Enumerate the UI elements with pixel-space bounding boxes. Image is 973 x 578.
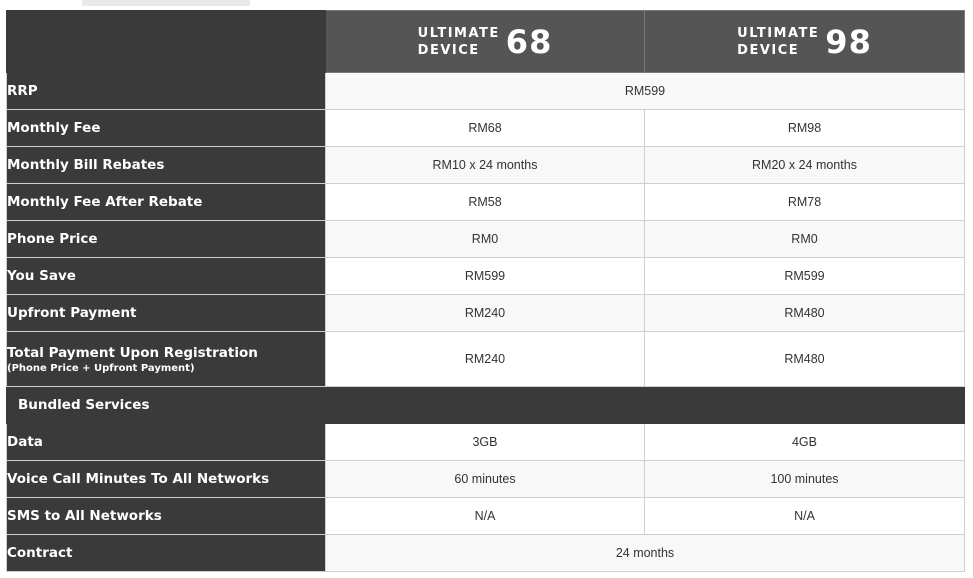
table-row-contract	[7, 535, 965, 572]
row-value-plan-98: 100 minutes	[645, 461, 965, 498]
table-row-you-save	[7, 258, 965, 295]
row-value-plan-98: RM480	[645, 295, 965, 332]
row-value-plan-98: RM78	[645, 184, 965, 221]
plan-number: 98	[825, 22, 872, 61]
section-header-bundled-services	[7, 387, 965, 424]
row-value-plan-68: RM240	[326, 332, 645, 387]
plan-name-line-1: ULTIMATE	[417, 25, 500, 41]
row-value-plan-68: N/A	[326, 498, 645, 535]
row-value-plan-98: RM599	[645, 258, 965, 295]
table-row-voice	[7, 461, 965, 498]
plan-name-line-1: ULTIMATE	[737, 25, 820, 41]
row-label: RRP	[7, 73, 326, 110]
row-label: Data	[7, 424, 326, 461]
row-label: Monthly Fee	[7, 110, 326, 147]
table-row-data	[7, 424, 965, 461]
row-value-plan-68: RM599	[326, 258, 645, 295]
row-label: Total Payment Upon Registration	[7, 344, 258, 361]
row-sublabel: (Phone Price + Upfront Payment)	[7, 362, 195, 374]
row-label: Contract	[7, 535, 326, 572]
row-value-shared: RM599	[326, 73, 965, 110]
row-value-plan-98: RM98	[645, 110, 965, 147]
row-value-plan-98: RM0	[645, 221, 965, 258]
row-value-plan-68: RM68	[326, 110, 645, 147]
row-value-plan-68: 60 minutes	[326, 461, 645, 498]
section-title: Bundled Services	[7, 387, 965, 424]
table-row-rrp	[7, 73, 965, 110]
row-value-plan-98: RM20 x 24 months	[645, 147, 965, 184]
table-row-bill-rebates	[7, 147, 965, 184]
plan-header-ultimate-device-98	[645, 11, 965, 73]
row-label: Upfront Payment	[7, 295, 326, 332]
row-value-plan-98: 4GB	[645, 424, 965, 461]
row-value-plan-68: RM0	[326, 221, 645, 258]
row-value-plan-68: RM240	[326, 295, 645, 332]
table-row-phone-price	[7, 221, 965, 258]
table-row-monthly-fee	[7, 110, 965, 147]
row-label: Voice Call Minutes To All Networks	[7, 461, 326, 498]
page-top-tab	[82, 0, 250, 6]
row-label: Monthly Bill Rebates	[7, 147, 326, 184]
row-label: Monthly Fee After Rebate	[7, 184, 326, 221]
row-value-plan-98: RM480	[645, 332, 965, 387]
row-value-shared: 24 months	[326, 535, 965, 572]
row-value-plan-68: RM58	[326, 184, 645, 221]
row-value-plan-68: RM10 x 24 months	[326, 147, 645, 184]
table-row-fee-after-rebate	[7, 184, 965, 221]
plan-header-row	[7, 11, 965, 73]
row-value-plan-98: N/A	[645, 498, 965, 535]
row-label: You Save	[7, 258, 326, 295]
table-row-total-payment	[7, 332, 965, 387]
table-row-upfront-payment	[7, 295, 965, 332]
plan-comparison-table	[6, 10, 965, 572]
row-value-plan-68: 3GB	[326, 424, 645, 461]
header-corner-cell	[7, 11, 326, 73]
plan-number: 68	[505, 22, 553, 61]
row-label: SMS to All Networks	[7, 498, 326, 535]
plan-name-line-2: DEVICE	[417, 42, 480, 58]
row-label-with-sublabel	[7, 332, 326, 387]
row-label: Phone Price	[7, 221, 326, 258]
plan-name-line-2: DEVICE	[737, 42, 800, 58]
plan-header-ultimate-device-68	[326, 11, 645, 73]
table-row-sms	[7, 498, 965, 535]
